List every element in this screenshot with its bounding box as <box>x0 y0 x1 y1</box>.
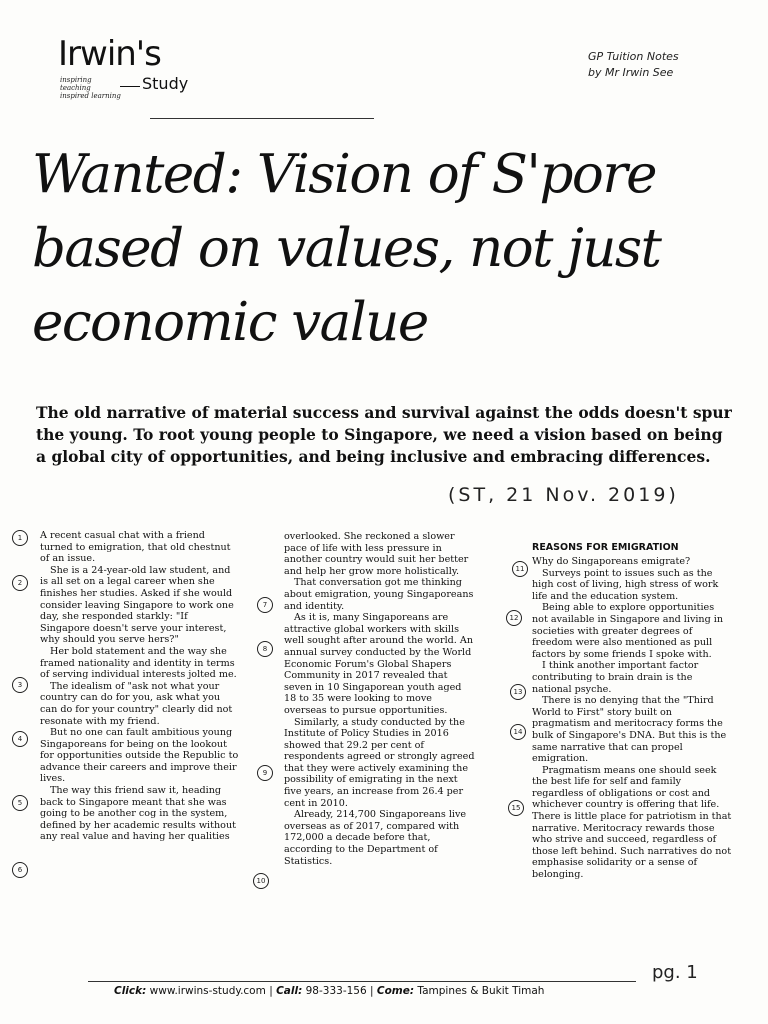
para-number: 1 <box>12 530 28 546</box>
footer-rule <box>88 981 636 982</box>
para-number: 9 <box>257 765 273 781</box>
article-headline: Wanted: Vision of S'pore based on values, not just economic value <box>32 144 661 353</box>
article-column-2 <box>284 531 476 867</box>
handwritten-page-mark: pg. 1 <box>652 962 698 983</box>
brand-logo <box>58 34 208 100</box>
footer-call-label: Call: <box>276 985 303 997</box>
para-number: 7 <box>257 597 273 613</box>
paragraph: Why do Singaporeans emigrate? <box>532 556 691 567</box>
para-number: 6 <box>12 862 28 878</box>
paragraph: That conversation got me thinking about emigration, young Singaporeans and identity. <box>284 577 474 612</box>
para-number: 15 <box>508 800 524 816</box>
para-number: 11 <box>512 561 528 577</box>
logo-wordmark: Irwin's <box>58 34 161 74</box>
para-number: 14 <box>510 724 526 740</box>
paragraph: As it is, many Singaporeans are attractive global workers with skills well sought after around the world. An annual survey conducted by the World Economic Forum's Global Shapers Community in 2017 revealed that seven in 10 Singaporean youth aged 18 to 35 were looking to move overseas to pursue opportunities. <box>284 612 473 716</box>
paragraph: I think another important factor contributing to brain drain is the national psyche. <box>532 660 699 695</box>
para-number: 3 <box>12 677 28 693</box>
para-number: 13 <box>510 684 526 700</box>
para-number: 4 <box>12 731 28 747</box>
footer-locations: Tampines & Bukit Timah <box>417 985 545 997</box>
footer-phone: 98-333-156 <box>305 985 367 997</box>
paragraph: The way this friend saw it, heading back to Singapore meant that she was going to be another cog in the system, defined by her academic results without any real value and having her qualities <box>40 785 236 843</box>
logo-divider <box>120 86 140 87</box>
para-number: 2 <box>12 575 28 591</box>
footer-website-link[interactable]: www.irwins-study.com <box>149 985 266 997</box>
article-column-1 <box>40 530 240 843</box>
footer-come-label: Come: <box>376 985 415 997</box>
handwritten-source-note: (ST, 21 Nov. 2019) <box>448 484 679 506</box>
article-standfirst: The old narrative of material success and survival against the odds doesn't spur the young. To root young people to Singapore, we need a vision based on being a global city of opportunities, and being inclusive and embracing differences. <box>36 403 732 466</box>
header-rule <box>150 118 374 119</box>
logo-tagline: inspiring teaching inspired learning <box>60 76 121 100</box>
paragraph: overlooked. She reckoned a slower pace of life with less pressure in another country would suit her better and help her grow more holistically. <box>284 531 469 577</box>
paragraph: Similarly, a study conducted by the Institute of Policy Studies in 2016 showed that 29.2 per cent of respondents agreed or strongly agreed that they were actively examining the possibility of emigrating in the next five years, an increase from 26.4 per cent in 2010. <box>284 716 475 809</box>
paragraph: Being able to explore opportunities not available in Singapore and living in societies with greater degrees of freedom were also mentioned as pull factors by some friends I spoke with. <box>532 602 724 660</box>
footer-click-label: Click: <box>114 985 147 997</box>
section-heading: REASONS FOR EMIGRATION <box>532 542 679 553</box>
tuition-notes-label <box>588 49 679 81</box>
paragraph: The idealism of "ask not what your country can do for you, ask what you can do for your country" clearly did not resonate with my friend. <box>40 680 233 727</box>
paragraph: Her bold statement and the way she framed nationality and identity in terms of serving individual interests jolted me. <box>40 645 237 681</box>
paragraph: Surveys point to issues such as the high cost of living, high stress of work life and the education system. <box>532 567 719 602</box>
footer-contact <box>114 985 544 997</box>
paragraph: There is no denying that the "Third World to First" story built on pragmatism and meritocracy forms the bulk of Singapore's DNA. But this is the same narrative that can propel emigration. <box>532 695 727 765</box>
notes-line-2: by Mr Irwin See <box>588 66 674 79</box>
paragraph: But no one can fault ambitious young Singaporeans for being on the lookout for opportunities outside the Republic to advance their careers and improve their lives. <box>40 727 239 785</box>
para-number: 8 <box>257 641 273 657</box>
logo-study: Study <box>142 74 189 93</box>
article-column-3 <box>532 542 732 881</box>
paragraph: A recent casual chat with a friend turned to emigration, that old chestnut of an issue. <box>40 530 231 565</box>
para-number: 12 <box>506 610 522 626</box>
para-number: 10 <box>253 873 269 889</box>
notes-line-1: GP Tuition Notes <box>588 50 679 63</box>
para-number: 5 <box>12 795 28 811</box>
paragraph: She is a 24-year-old law student, and is all set on a legal career when she finishes her studies. Asked if she would consider leaving Singapore to work one day, she responded starkly: "If Singapore doesn't serve your interest, why should you serve hers?" <box>40 564 234 646</box>
footer-separator: | <box>370 985 374 997</box>
paragraph: Pragmatism means one should seek the best life for self and family regardless of obligations or cost and whichever country is offering that life. There is little place for patriotism in that narrative. Meritocracy rewards those who strive and succeed, regardless of those left behind. Such narratives do not emphasise solidarity or a sense of belonging. <box>532 764 732 881</box>
footer-separator: | <box>269 985 273 997</box>
paragraph: Already, 214,700 Singaporeans live overseas as of 2017, compared with 172,000 a decade before that, according to the Department of Statistics. <box>284 809 467 867</box>
